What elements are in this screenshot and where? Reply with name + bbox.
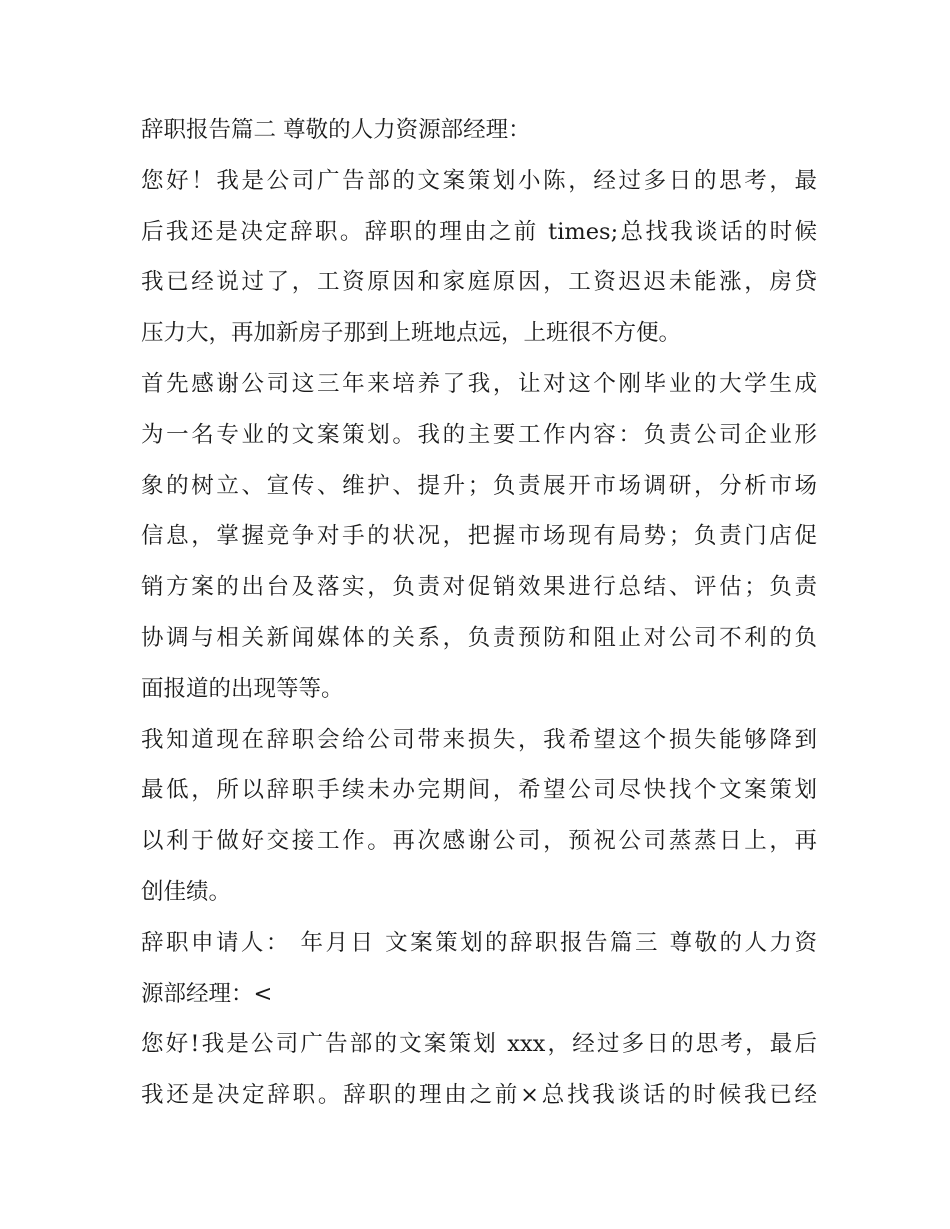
- paragraph-signature: [141, 918, 817, 1020]
- text-line: 销方案的出台及落实，负责对促销效果进行总结、评估；负责: [141, 574, 817, 601]
- text-line: 压力大，再加新房子那到上班地点远，上班很不方便。: [141, 320, 682, 347]
- text-line: 我知道现在辞职会给公司带来损失，我希望这个损失能够降到: [141, 726, 817, 753]
- text-line: 为一名专业的文案策划。我的主要工作内容：负责公司企业形: [141, 421, 817, 448]
- text-line: 创佳绩。: [141, 878, 232, 905]
- paragraph-greeting: [141, 156, 817, 359]
- text-line: 信息，掌握竞争对手的状况，把握市场现有局势；负责门店促: [141, 523, 817, 550]
- text-line: 以利于做好交接工作。再次感谢公司，预祝公司蒸蒸日上，再: [141, 828, 817, 855]
- paragraph-second-letter: [141, 1019, 817, 1121]
- text-line: 我已经说过了，工资原因和家庭原因，工资迟迟未能涨，房贷: [141, 269, 817, 296]
- paragraph-heading: [141, 105, 817, 156]
- text-line: 最低，所以辞职手续未办完期间，希望公司尽快找个文案策划: [141, 777, 817, 804]
- text-line: 协调与相关新闻媒体的关系，负责预防和阻止对公司不利的负: [141, 624, 817, 651]
- paragraph-apology: [141, 715, 817, 918]
- text-line: 后我还是决定辞职。辞职的理由之前 times;总找我谈话的时候: [141, 218, 817, 245]
- text-line: 辞职申请人： 年月日 文案策划的辞职报告篇三 尊敬的人力资: [141, 929, 817, 956]
- text-line: 辞职报告篇二 尊敬的人力资源部经理：: [141, 117, 531, 143]
- document-body: [141, 105, 817, 1121]
- text-line: 源部经理：<: [141, 980, 273, 1007]
- text-line: 我还是决定辞职。辞职的理由之前×总找我谈话的时候我已经: [141, 1082, 817, 1109]
- paragraph-duties: [141, 359, 817, 715]
- text-line: 象的树立、宣传、维护、提升；负责展开市场调研，分析市场: [141, 472, 817, 499]
- text-line: 首先感谢公司这三年来培养了我，让对这个刚毕业的大学生成: [141, 370, 817, 397]
- text-line: 面报道的出现等等。: [141, 675, 344, 702]
- text-line: 您好!我是公司广告部的文案策划 xxx，经过多日的思考，最后: [141, 1031, 817, 1058]
- text-line: 您好！我是公司广告部的文案策划小陈，经过多日的思考，最: [141, 167, 817, 194]
